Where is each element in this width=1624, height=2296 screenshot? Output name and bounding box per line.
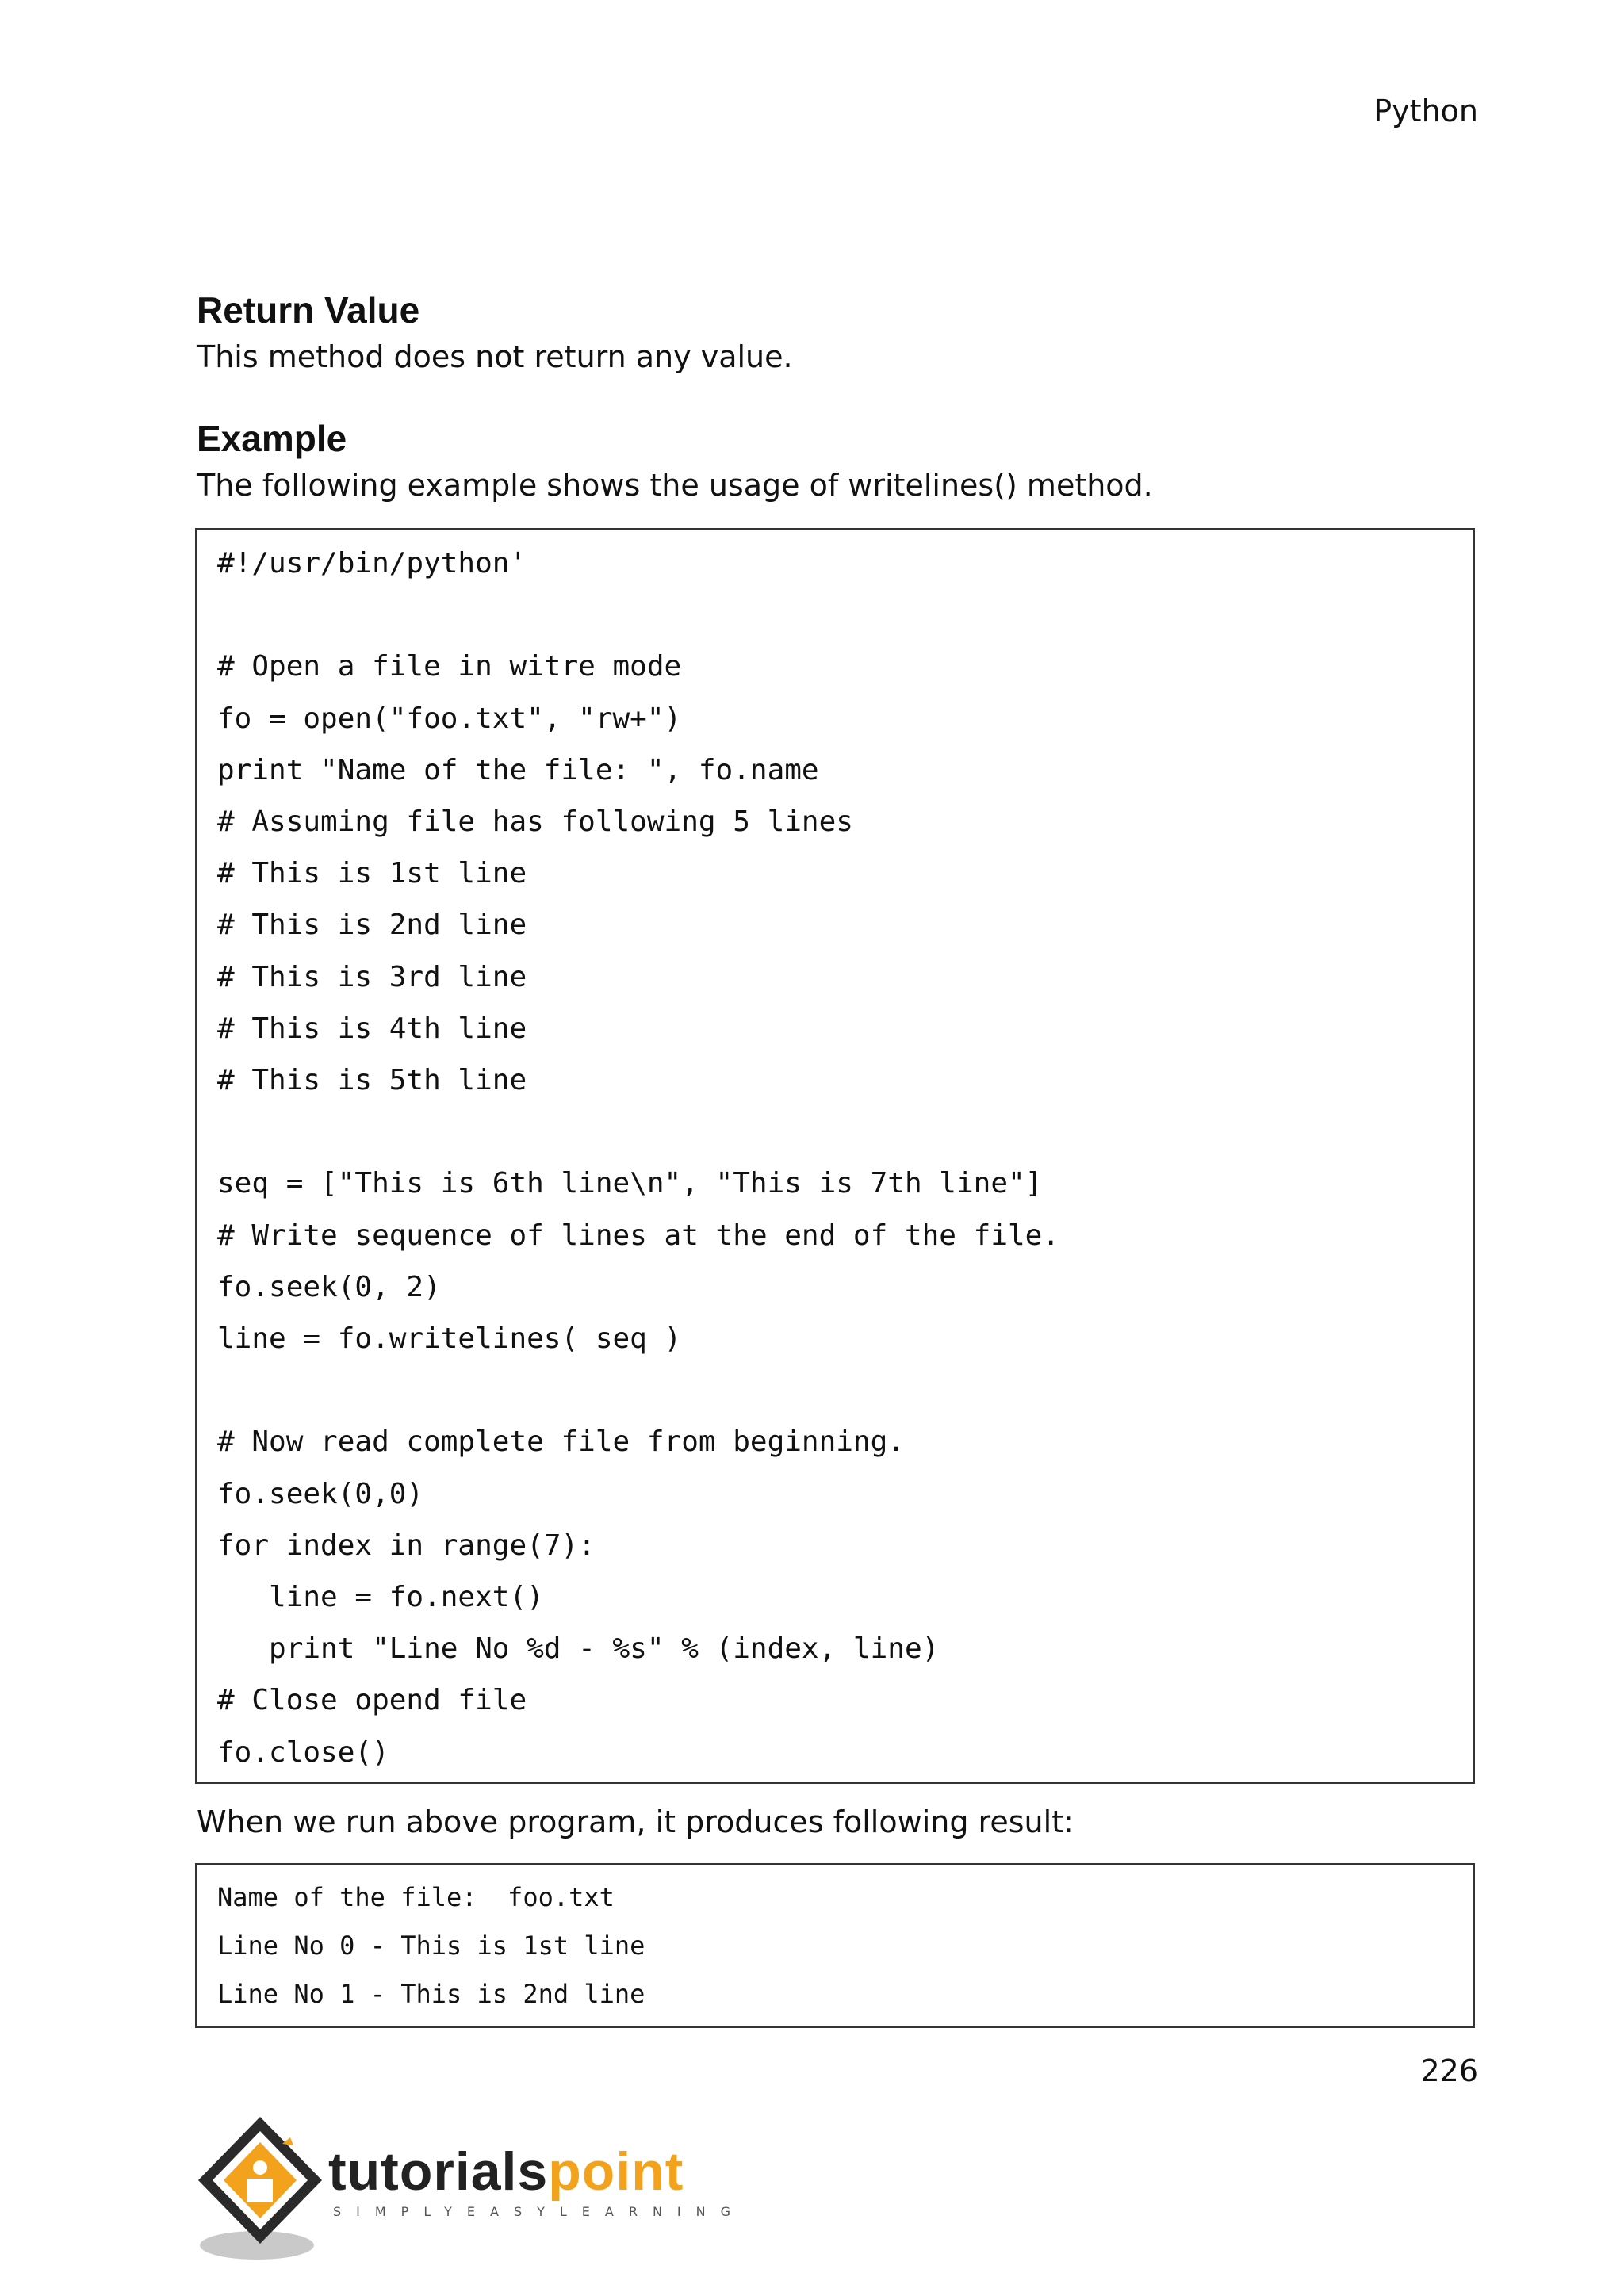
code-line: # This is 1st line xyxy=(217,857,527,890)
result-intro-text: When we run above program, it produces following result: xyxy=(197,1804,1074,1839)
code-line: fo.seek(0,0) xyxy=(217,1477,424,1510)
code-line: # This is 3rd line xyxy=(217,960,527,993)
code-line: print "Name of the file: ", fo.name xyxy=(217,753,819,786)
running-header: Python xyxy=(1373,94,1478,128)
code-line: fo.seek(0, 2) xyxy=(217,1270,441,1303)
code-line: # Close opend file xyxy=(217,1684,527,1717)
code-line: fo = open("foo.txt", "rw+") xyxy=(217,702,682,735)
code-line: fo.close() xyxy=(217,1735,389,1769)
return-value-text: This method does not return any value. xyxy=(197,339,793,374)
code-line: # Write sequence of lines at the end of the file. xyxy=(217,1219,1060,1252)
code-line: # Assuming file has following 5 lines xyxy=(217,806,853,838)
output-block xyxy=(195,1863,1475,2028)
code-line: print "Line No %d - %s" % (index, line) xyxy=(217,1632,940,1666)
code-line: # Open a file in witre mode xyxy=(217,650,682,683)
code-line: seq = ["This is 6th line\n", "This is 7th line"] xyxy=(217,1167,1043,1200)
return-value-heading: Return Value xyxy=(197,289,420,331)
code-line: # This is 5th line xyxy=(217,1064,527,1096)
code-line: # Now read complete file from beginning. xyxy=(217,1425,905,1459)
example-heading: Example xyxy=(197,418,347,459)
code-line: line = fo.next() xyxy=(217,1581,544,1613)
code-line: #!/usr/bin/python' xyxy=(217,547,527,580)
code-line: Line No 1 - This is 2nd line xyxy=(217,1979,645,2009)
page-number: 226 xyxy=(1420,2053,1478,2088)
code-line: Name of the file: foo.txt xyxy=(217,1882,615,1912)
code-line: # This is 2nd line xyxy=(217,909,527,942)
code-line: Line No 0 - This is 1st line xyxy=(217,1931,645,1961)
logo-tagline: SIMPLYEASYLEARNING xyxy=(333,2204,746,2219)
code-example-block xyxy=(195,528,1475,1784)
tutorialspoint-logo xyxy=(193,2112,746,2271)
code-line: # This is 4th line xyxy=(217,1012,527,1045)
example-text: The following example shows the usage of writelines() method. xyxy=(197,468,1153,503)
code-line: line = fo.writelines( seq ) xyxy=(217,1322,682,1355)
logo-emblem-icon xyxy=(193,2112,328,2271)
logo-wordmark: tutorialspoint xyxy=(328,2141,684,2202)
code-line: for index in range(7): xyxy=(217,1529,596,1562)
